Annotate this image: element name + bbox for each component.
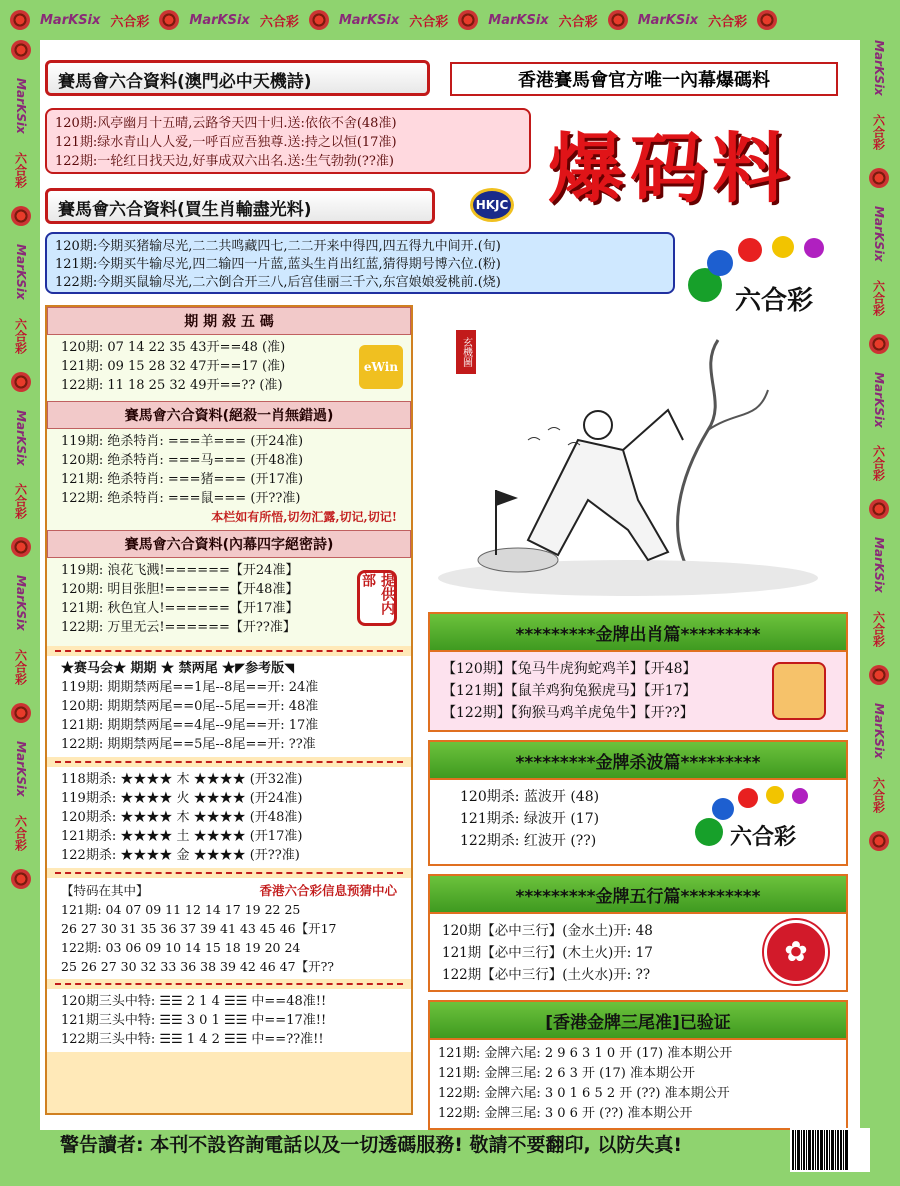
four-poem-row: 119期: 浪花飞溅!======【开24准】 — [61, 563, 299, 578]
four-poem-row: 121期: 秋色宜人!======【开17准】 — [61, 601, 299, 616]
gold-element-head: *********金牌五行篇********* — [428, 874, 848, 914]
kill-five-row: 120期: 07 14 22 35 43开==48 (准) — [61, 340, 286, 355]
red-dot — [738, 238, 762, 262]
blue-dot — [712, 798, 734, 820]
kill-five-row: 121期: 09 15 28 32 47开==17 (准) — [61, 359, 286, 374]
three-head-row: 122期三头中特: ☰☰ 1 4 2 ☰☰ 中==??准!! — [61, 1032, 324, 1047]
kill-zodiac-row: 119期: 绝杀特肖: ===羊=== (开24准) — [61, 434, 304, 449]
border-lhc: 六合彩 — [13, 649, 28, 686]
four-poem-body — [47, 558, 411, 646]
border-mark: MarKSix — [189, 12, 250, 28]
blue-dot — [707, 250, 733, 276]
gold-element-row: 122期【必中三行】(土火水)开: ?? — [442, 967, 651, 983]
element-kill-row: 121期杀: ★★★★ 土 ★★★★ (开17准) — [61, 829, 303, 844]
flower-icon — [309, 10, 329, 30]
border-lhc: 六合彩 — [558, 14, 598, 30]
border-lhc: 六合彩 — [871, 776, 886, 813]
border-lhc: 六合彩 — [110, 14, 150, 30]
flower-icon — [869, 334, 889, 354]
red-dot — [738, 788, 758, 808]
special-head-row — [61, 881, 397, 900]
zodiac-line: 120期:今期买猪输尽光,二二共鸣藏四七,二二开来中得四,四五得九中间开.(旬) — [55, 239, 501, 254]
border-mark: MarKSix — [872, 40, 886, 96]
left-border — [2, 40, 40, 1130]
ewin-logo: eWin — [359, 345, 403, 389]
poem-line: 120期:风亭幽月十五晴,云路爷天四十归.送:依依不舍(48准) — [55, 116, 397, 131]
gold-tail-head: [香港金牌三尾准]已验证 — [428, 1000, 848, 1040]
three-head-body — [47, 989, 411, 1052]
gold-element-row: 120期【必中三行】(金水土)开: 48 — [442, 923, 653, 939]
bauhinia-icon: ✿ — [764, 920, 828, 984]
zodiac-line: 121期:今期买牛输尽光,四二输四一片蓝,蓝头生肖出红蓝,猜得期号博六位.(粉) — [55, 257, 501, 272]
flower-icon — [869, 831, 889, 851]
gold-wave-body — [428, 780, 848, 866]
barcode-icon — [790, 1128, 870, 1172]
title-zodiac: 賽馬會六合資料(買生肖輸盡光料) — [45, 188, 435, 224]
border-mark: MarKSix — [872, 537, 886, 594]
special-row: 121期: 04 07 09 11 12 14 17 19 22 25 — [61, 902, 301, 917]
flower-icon — [11, 206, 31, 226]
gold-zodiac-body — [428, 652, 848, 732]
ban-tail-row: 122期: 期期禁两尾==5尾--8尾==开: ??准 — [61, 737, 316, 752]
kill-zodiac-row: 121期: 绝杀特肖: ===猪=== (开17准) — [61, 472, 304, 487]
border-lhc: 六合彩 — [871, 445, 886, 482]
border-lhc: 六合彩 — [871, 113, 886, 150]
flower-icon — [869, 168, 889, 188]
poem-line: 121期:绿水青山人人爱,一呼百应吾独尊.送:持之以恒(17准) — [55, 135, 397, 150]
gold-zodiac-row: 【122期】【狗猴马鸡羊虎兔牛】【开??】 — [442, 705, 694, 721]
gold-zodiac-row: 【120期】【兔马牛虎狗蛇鸡羊】【开48】 — [442, 661, 697, 677]
border-mark: MarKSix — [14, 78, 28, 134]
internal-stamp: 提供内部 — [357, 570, 397, 626]
special-row: 25 26 27 30 32 33 36 38 39 42 46 47【开?? — [61, 959, 334, 974]
kill-five-head: 期 期 殺 五 碼 — [47, 307, 411, 335]
four-poem-row: 120期: 明目张胆!======【开48准】 — [61, 582, 299, 597]
purple-dot — [804, 238, 824, 258]
flower-icon — [869, 499, 889, 519]
kill-five-row: 122期: 11 18 25 32 49开==?? (准) — [61, 378, 283, 393]
gold-zodiac-head: *********金牌出肖篇********* — [428, 612, 848, 652]
purple-dot — [792, 788, 808, 804]
flower-icon — [11, 372, 31, 392]
gold-wave-row: 122期杀: 红波开 (??) — [460, 833, 597, 849]
border-mark: MarKSix — [338, 12, 400, 28]
flower-icon — [159, 10, 179, 30]
border-lhc: 六合彩 — [13, 317, 28, 354]
hkjc-logo: HKJC — [470, 188, 514, 222]
ban-tail-body — [47, 656, 411, 757]
four-poem-row: 122期: 万里无云!======【开??准】 — [61, 620, 296, 635]
flower-icon — [11, 703, 31, 723]
lhc-brand: 六合彩 — [735, 286, 814, 316]
title-macau-poem: 賽馬會六合資料(澳門必中天機詩) — [45, 60, 430, 96]
element-kill-body — [47, 767, 411, 868]
gold-tail-row: 121期: 金牌三尾: 2 6 3 开 (17) 准本期公开 — [438, 1066, 695, 1081]
flower-icon — [10, 10, 30, 30]
fist-icon — [772, 662, 826, 720]
gold-wave-row: 120期杀: 蓝波开 (48) — [460, 789, 600, 805]
flower-icon — [11, 537, 31, 557]
gold-wave-head: *********金牌杀波篇********* — [428, 740, 848, 780]
border-lhc: 六合彩 — [259, 14, 299, 30]
kill-zodiac-body — [47, 429, 411, 530]
ban-tail-row: 120期: 期期禁两尾==0尾--5尾==开: 48准 — [61, 699, 319, 714]
kill-zodiac-row: 120期: 绝杀特肖: ===马=== (开48准) — [61, 453, 304, 468]
element-kill-row: 122期杀: ★★★★ 金 ★★★★ (开??准) — [61, 848, 300, 863]
three-head-row: 121期三头中特: ☰☰ 3 0 1 ☰☰ 中==17准!! — [61, 1013, 327, 1028]
special-row: 26 27 30 31 35 36 37 39 41 43 45 46【开17 — [61, 921, 337, 936]
element-kill-row: 120期杀: ★★★★ 木 ★★★★ (开48准) — [61, 810, 303, 825]
top-border — [0, 0, 900, 40]
flower-icon — [869, 665, 889, 685]
left-column — [45, 305, 413, 1115]
gold-element-row: 121期【必中三行】(木土火)开: 17 — [442, 945, 653, 961]
illustration — [428, 330, 838, 600]
border-mark: MarKSix — [872, 205, 886, 262]
right-border — [860, 40, 898, 1130]
kill-zodiac-note: 本栏如有所悟,切勿汇露,切记,切记! — [211, 510, 397, 524]
border-lhc: 六合彩 — [13, 483, 28, 520]
golfer-sketch — [428, 330, 838, 600]
right-column — [428, 612, 848, 1121]
ban-tail-head: ★赛马会★ 期期 ★ 禁两尾 ★◤参考版◥ — [61, 661, 295, 676]
gold-wave-row: 121期杀: 绿波开 (17) — [460, 811, 600, 827]
yellow-dot — [772, 236, 794, 258]
divider — [55, 761, 403, 763]
border-lhc: 六合彩 — [13, 814, 28, 851]
flower-icon — [757, 10, 777, 30]
kill-zodiac-row: 122期: 绝杀特肖: ===鼠=== (开??准) — [61, 491, 301, 506]
border-mark: MarKSix — [14, 409, 28, 466]
divider — [55, 650, 403, 652]
gold-tail-row: 121期: 金牌六尾: 2 9 6 3 1 0 开 (17) 准本期公开 — [438, 1046, 733, 1061]
element-kill-row: 119期杀: ★★★★ 火 ★★★★ (开24准) — [61, 791, 303, 806]
lhc-brand: 六合彩 — [730, 824, 797, 850]
zodiac-box — [45, 232, 675, 294]
kill-five-body — [47, 335, 411, 401]
border-mark: MarKSix — [40, 12, 101, 28]
flower-icon — [11, 869, 31, 889]
special-center: 香港六合彩信息预猜中心 — [259, 883, 397, 898]
divider — [55, 983, 403, 985]
warning-text: 警告讀者: 本刊不設咨詢電話以及一切透碼服務! 敬請不要翻印, 以防失真! — [60, 1134, 682, 1156]
zodiac-line: 122期:今期买鼠输尽光,二六倒合开三八,后宫佳丽三千六,东宫娘娘爱桃前.(烧) — [55, 275, 501, 290]
three-head-row: 120期三头中特: ☰☰ 2 1 4 ☰☰ 中==48准!! — [61, 994, 327, 1009]
illus-tag: 玄機圖 — [456, 330, 476, 374]
border-lhc: 六合彩 — [409, 14, 449, 30]
flower-icon — [608, 10, 628, 30]
element-kill-row: 118期杀: ★★★★ 木 ★★★★ (开32准) — [61, 772, 303, 787]
special-label: 【特码在其中】 — [61, 883, 149, 898]
four-poem-head: 賽馬會六合資料(內幕四字絕密詩) — [47, 530, 411, 558]
flower-icon — [458, 10, 478, 30]
poem-box — [45, 108, 531, 174]
border-lhc: 六合彩 — [871, 279, 886, 316]
special-body — [47, 878, 411, 979]
border-lhc: 六合彩 — [13, 151, 28, 188]
border-mark: MarKSix — [14, 575, 28, 632]
special-row: 122期: 03 06 09 10 14 15 18 19 20 24 — [61, 940, 301, 955]
border-mark: MarKSix — [14, 243, 28, 300]
flower-icon — [11, 40, 31, 60]
gold-tail-body — [428, 1040, 848, 1130]
border-lhc: 六合彩 — [708, 14, 748, 30]
green-dot — [695, 818, 723, 846]
poem-line: 122期:一轮红日找天边,好事成双六出名.送:生气勃勃(??准) — [55, 154, 394, 169]
kill-zodiac-head: 賽馬會六合資料(絕殺一肖無錯過) — [47, 401, 411, 429]
gold-zodiac-row: 【121期】【鼠羊鸡狗兔猴虎马】【开17】 — [442, 683, 697, 699]
border-mark: MarKSix — [872, 703, 886, 759]
border-lhc: 六合彩 — [871, 611, 886, 648]
gold-tail-row: 122期: 金牌六尾: 3 0 1 6 5 2 开 (??) 准本期公开 — [438, 1086, 730, 1101]
yellow-dot — [766, 786, 784, 804]
divider — [55, 872, 403, 874]
ban-tail-row: 121期: 期期禁两尾==4尾--9尾==开: 17准 — [61, 718, 319, 733]
big-title: 爆码料 — [548, 124, 794, 213]
gold-element-body — [428, 914, 848, 992]
border-mark: MarKSix — [637, 12, 699, 28]
slogan: 香港賽馬會官方唯一內幕爆碼料 — [450, 62, 838, 96]
border-mark: MarKSix — [14, 741, 28, 797]
gold-tail-row: 122期: 金牌三尾: 3 0 6 开 (??) 准本期公开 — [438, 1106, 693, 1121]
border-mark: MarKSix — [488, 12, 549, 28]
ban-tail-row: 119期: 期期禁两尾==1尾--8尾==开: 24准 — [61, 680, 319, 695]
border-mark: MarKSix — [872, 371, 886, 428]
